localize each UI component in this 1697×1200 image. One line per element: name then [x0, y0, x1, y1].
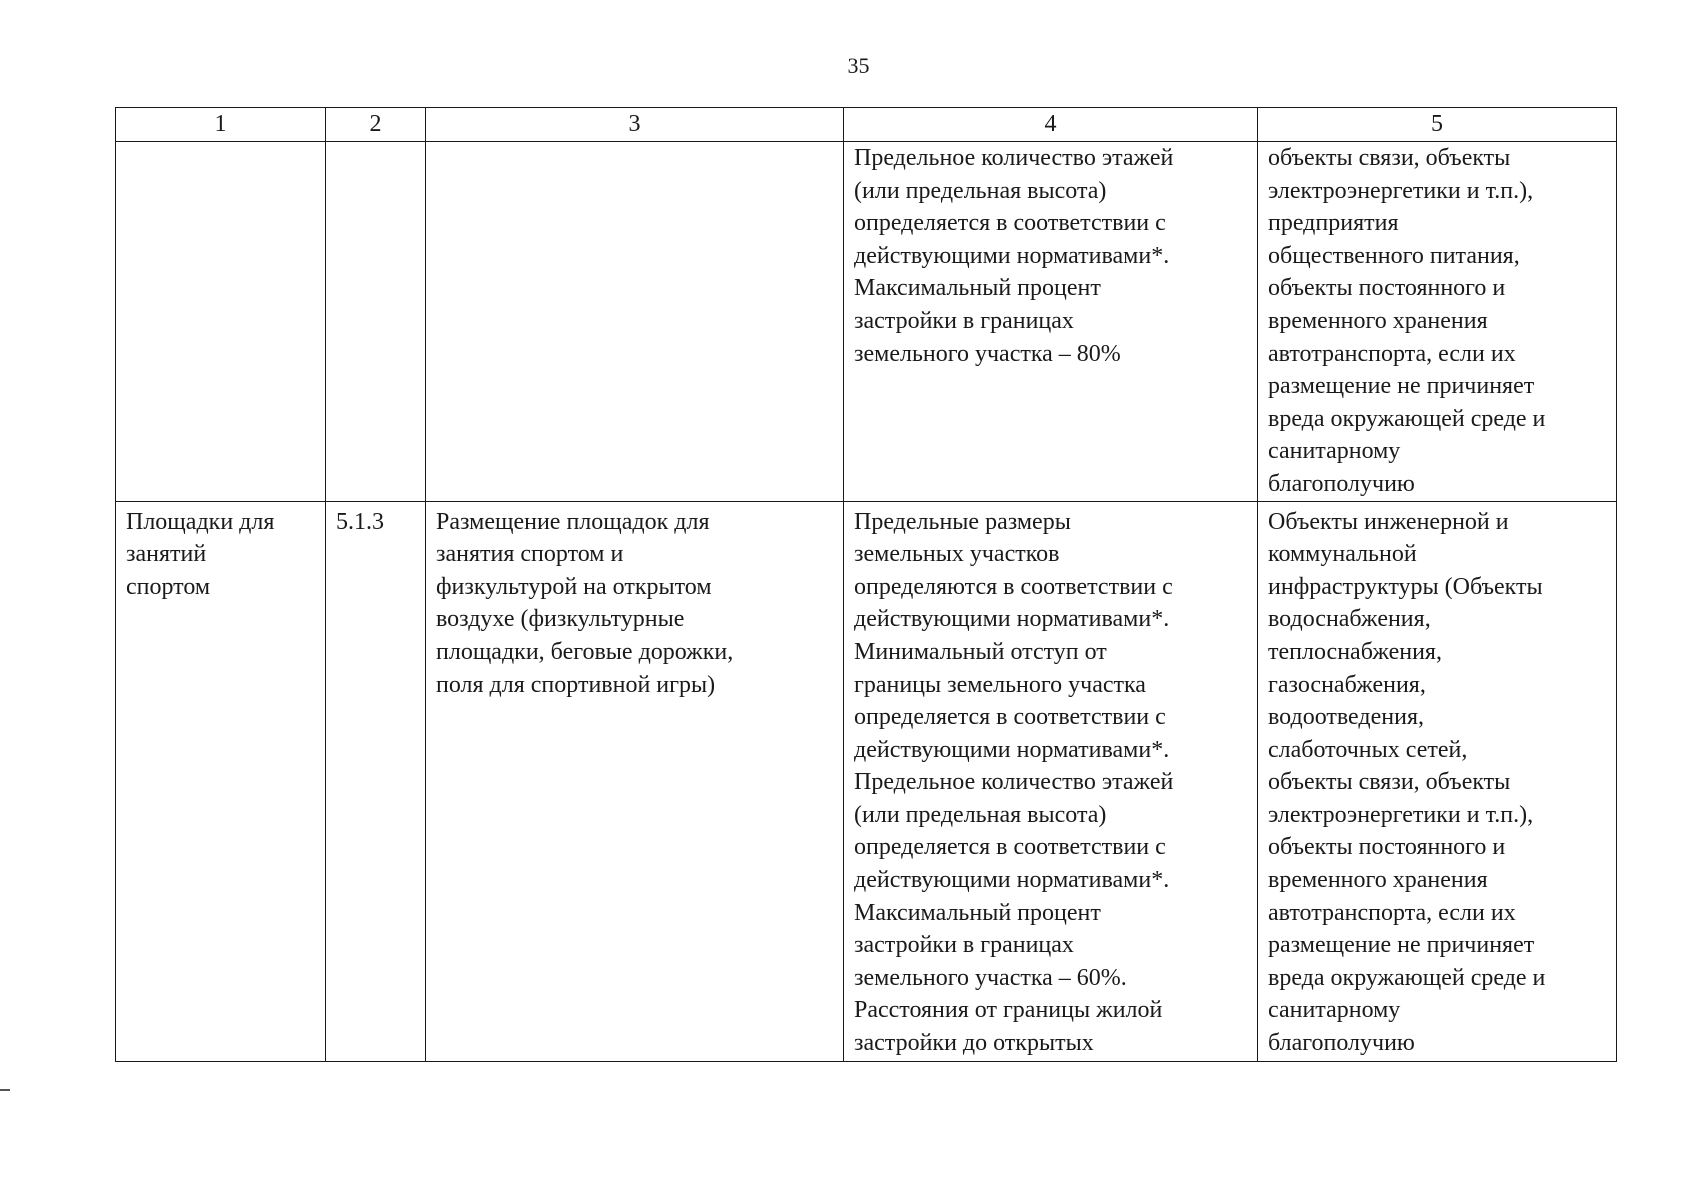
cell-text: объекты связи, объекты электроэнергетики и т.п.), предприятия общественного питания, объекты постоянного и временного хранения автотранспорта, если их размещение не причиняет вреда окружающей среде и санитарному благополучию [1268, 145, 1546, 497]
column-header-5: 5 [1258, 108, 1617, 142]
column-header-2: 2 [326, 108, 426, 142]
margin-mark [0, 1089, 10, 1091]
land-use-table [115, 107, 1617, 1062]
cell-description [426, 501, 844, 1061]
cell-text: Размещение площадок для занятия спортом и физкультурой на открытом воздухе (физкультурные площадки, беговые дорожки, поля для спортивной игры) [436, 508, 734, 698]
table-row [116, 142, 1617, 502]
cell-auxiliary-uses [1258, 142, 1617, 502]
page-number: 35 [847, 53, 870, 78]
cell-code [326, 501, 426, 1061]
cell-use-type [116, 142, 326, 502]
column-header-4: 4 [844, 108, 1258, 142]
cell-auxiliary-uses [1258, 501, 1617, 1061]
cell-code [326, 142, 426, 502]
cell-text: Площадки для занятий спортом [126, 508, 275, 600]
column-header-3: 3 [426, 108, 844, 142]
cell-text: Предельные размеры земельных участков определяются в соответствии с действующими нормативами*. Минимальный отступ от границы земельного участка определяется в соответствии с действующими нормативами*. Предельное количество этажей (или предельная высота) определяется в соответствии с действующими нормативами*. Максимальный процент застройки в границах земельного участка – 60%. Расстояния от границы жилой застройки до открытых [854, 508, 1174, 1057]
column-header-1: 1 [116, 108, 326, 142]
cell-use-type [116, 501, 326, 1061]
table-header-row [116, 108, 1617, 142]
cell-description [426, 142, 844, 502]
cell-parameters [844, 501, 1258, 1061]
cell-text: Объекты инженерной и коммунальной инфраструктуры (Объекты водоснабжения, теплоснабжения, газоснабжения, водоотведения, слаботочных сетей, объекты связи, объекты электроэнергетики и т.п.), объекты постоянного и временного хранения автотранспорта, если их размещение не причиняет вреда окружающей среде и санитарному благополучию [1268, 508, 1546, 1057]
table-row [116, 501, 1617, 1061]
cell-text: 5.1.3 [336, 508, 384, 535]
cell-parameters [844, 142, 1258, 502]
cell-text: Предельное количество этажей (или предельная высота) определяется в соответствии с действующими нормативами*. Максимальный процент застройки в границах земельного участка – 80% [854, 145, 1174, 367]
